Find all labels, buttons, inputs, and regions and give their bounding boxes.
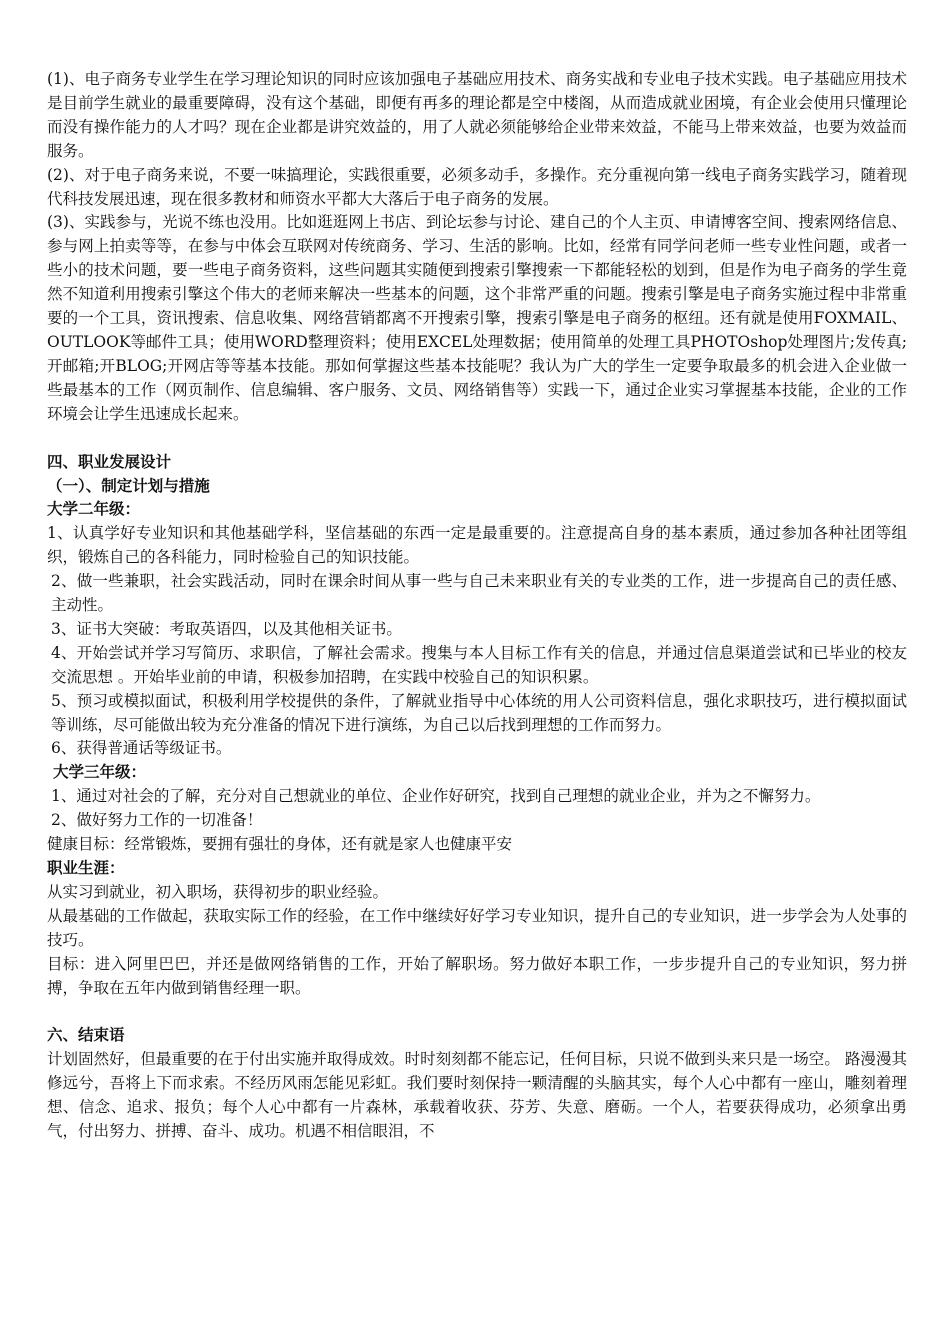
career-item-2: 从最基础的工作做起，获取实际工作的经验，在工作中继续好好学习专业知识，提升自己的专业知识，进一步学会为人处事的技巧。 (47, 906, 907, 949)
career-item-1: 从实习到就业，初入职场，获得初步的职业经验。 (47, 882, 389, 901)
section4-title: 四、职业发展设计 (47, 452, 172, 471)
year2-item-2: 2、做一些兼职，社会实践活动，同时在课余时间从事一些与自己未来职业有关的专业类的工作，进一步提高自己的责任感、主动性。 (51, 572, 907, 615)
year2-item-3: 3、证书大突破：考取英语四，以及其他相关证书。 (51, 619, 402, 638)
section6-body: 计划固然好，但最重要的在于付出实施并取得成效。时时刻刻都不能忘记，任何目标，只说不做到头来只是一场空。 路漫漫其修远兮，吾将上下而求索。不经历风雨怎能见彩虹。我们要时刻保持一颗清醒的头脑其实，每个人心中都有一座山，雕刻着理想、信念、追求、报负；每个人心中都有一片森林，承载着收获、芬芳、失意、磨砺。一个人，若要获得成功，必须拿出勇气，付出努力、拼搏、奋斗、成功。机遇不相信眼泪，不 (47, 1050, 907, 1141)
career-heading: 职业生涯： (47, 859, 125, 877)
health-goal: 健康目标：经常锻炼，要拥有强壮的身体，还有就是家人也健康平安 (47, 835, 513, 854)
career-item-3: 目标：进入阿里巴巴，并还是做网络销售的工作，开始了解职场。努力做好本职工作，一步步提升自己的专业知识，努力拼搏，争取在五年内做到销售经理一职。 (47, 954, 907, 997)
year2-heading: 大学二年级： (47, 500, 141, 519)
year2-item-6: 6、获得普通话等级证书。 (51, 739, 232, 758)
intro-item-1: (1)、电子商务专业学生在学习理论知识的同时应该加强电子基础应用技术、商务实战和专业电子技术实践。电子基础应用技术是目前学生就业的最重要障碍，没有这个基础，即便有再多的理论都是空中楼阁，从而造成就业困境，有企业会使用只懂理论而没有操作能力的人才吗？现在企业都是讲究效益的，用了人就必须能够给企业带来效益，不能马上带来效益，也要为效益而服务。 (47, 70, 907, 160)
section4-subtitle: （一）、制定计划与措施 (47, 476, 210, 495)
intro-item-3: (3)、实践参与，光说不练也没用。比如逛逛网上书店、到论坛参与讨论、建自己的个人主页、申请博客空间、搜索网络信息、参与网上拍卖等等，在参与中体会互联网对传统商务、学习、生活的影响。比如，经常有同学问老师一些专业性问题，或者一些小的技术问题，要一些电子商务资料，这些问题其实随便到搜索引擎搜索一下都能轻松的划到，但是作为电子商务的学生竟然不知道利用搜索引擎这个伟大的老师来解决一些基本的问题，这个非常严重的问题。搜索引擎是电子商务实施过程中非常重要的一个工具，资讯搜索、信息收集、网络营销都离不开搜索引擎，搜索引擎是电子商务的枢纽。还有就是使用FOXMAIL、OUTLOOK等邮件工具；使用WORD整理资料；使用EXCEL处理数据；使用简单的处理工具PHOTOshop处理图片;发传真;开邮箱;开BLOG;开网店等等基本技能。那如何掌握这些基本技能呢？我认为广大的学生一定要争取最多的机会进入企业做一些最基本的工作（网页制作、信息编辑、客户服务、文员、网络销售等）实践一下，通过企业实习掌握基本技能，企业的工作环境会让学生迅速成长起来。 (47, 213, 907, 423)
year3-item-1: 1、通过对社会的了解，充分对自己想就业的单位、企业作好研究，找到自己理想的就业企业，并为之不懈努力。 (51, 787, 821, 806)
year2-item-4: 4、开始尝试并学习写简历、求职信，了解社会需求。搜集与本人目标工作有关的信息，并通过信息渠道尝试和已毕业的校友交流思想 。开始毕业前的申请，积极参加招聘，在实践中校验自己的知识积累。 (51, 643, 907, 686)
intro-item-2: (2)、对于电子商务来说，不要一味搞理论，实践很重要，必须多动手，多操作。充分重视向第一线电子商务实践学习，随着现代科技发展迅速，现在很多教材和师资水平都大大落后于电子商务的发展。 (47, 165, 907, 208)
document-page (47, 68, 907, 1144)
spacer (47, 1000, 907, 1024)
year2-item-1: 1、认真学好专业知识和其他基础学科，坚信基础的东西一定是最重要的。注意提高自身的基本素质，通过参加各种社团等组织，锻炼自己的各科能力，同时检验自己的知识技能。 (47, 524, 907, 567)
year2-item-5: 5、预习或模拟面试，积极利用学校提供的条件，了解就业指导中心体统的用人公司资料信息，强化求职技巧，进行模拟面试等训练，尽可能做出较为充分准备的情况下进行演练，为自己以后找到理想的工作而努力。 (51, 691, 907, 734)
section6-title: 六、结束语 (47, 1026, 125, 1045)
year3-heading: 大学三年级： (53, 763, 147, 782)
year3-item-2: 2、做好努力工作的一切准备！ (51, 811, 263, 830)
spacer (47, 427, 907, 451)
